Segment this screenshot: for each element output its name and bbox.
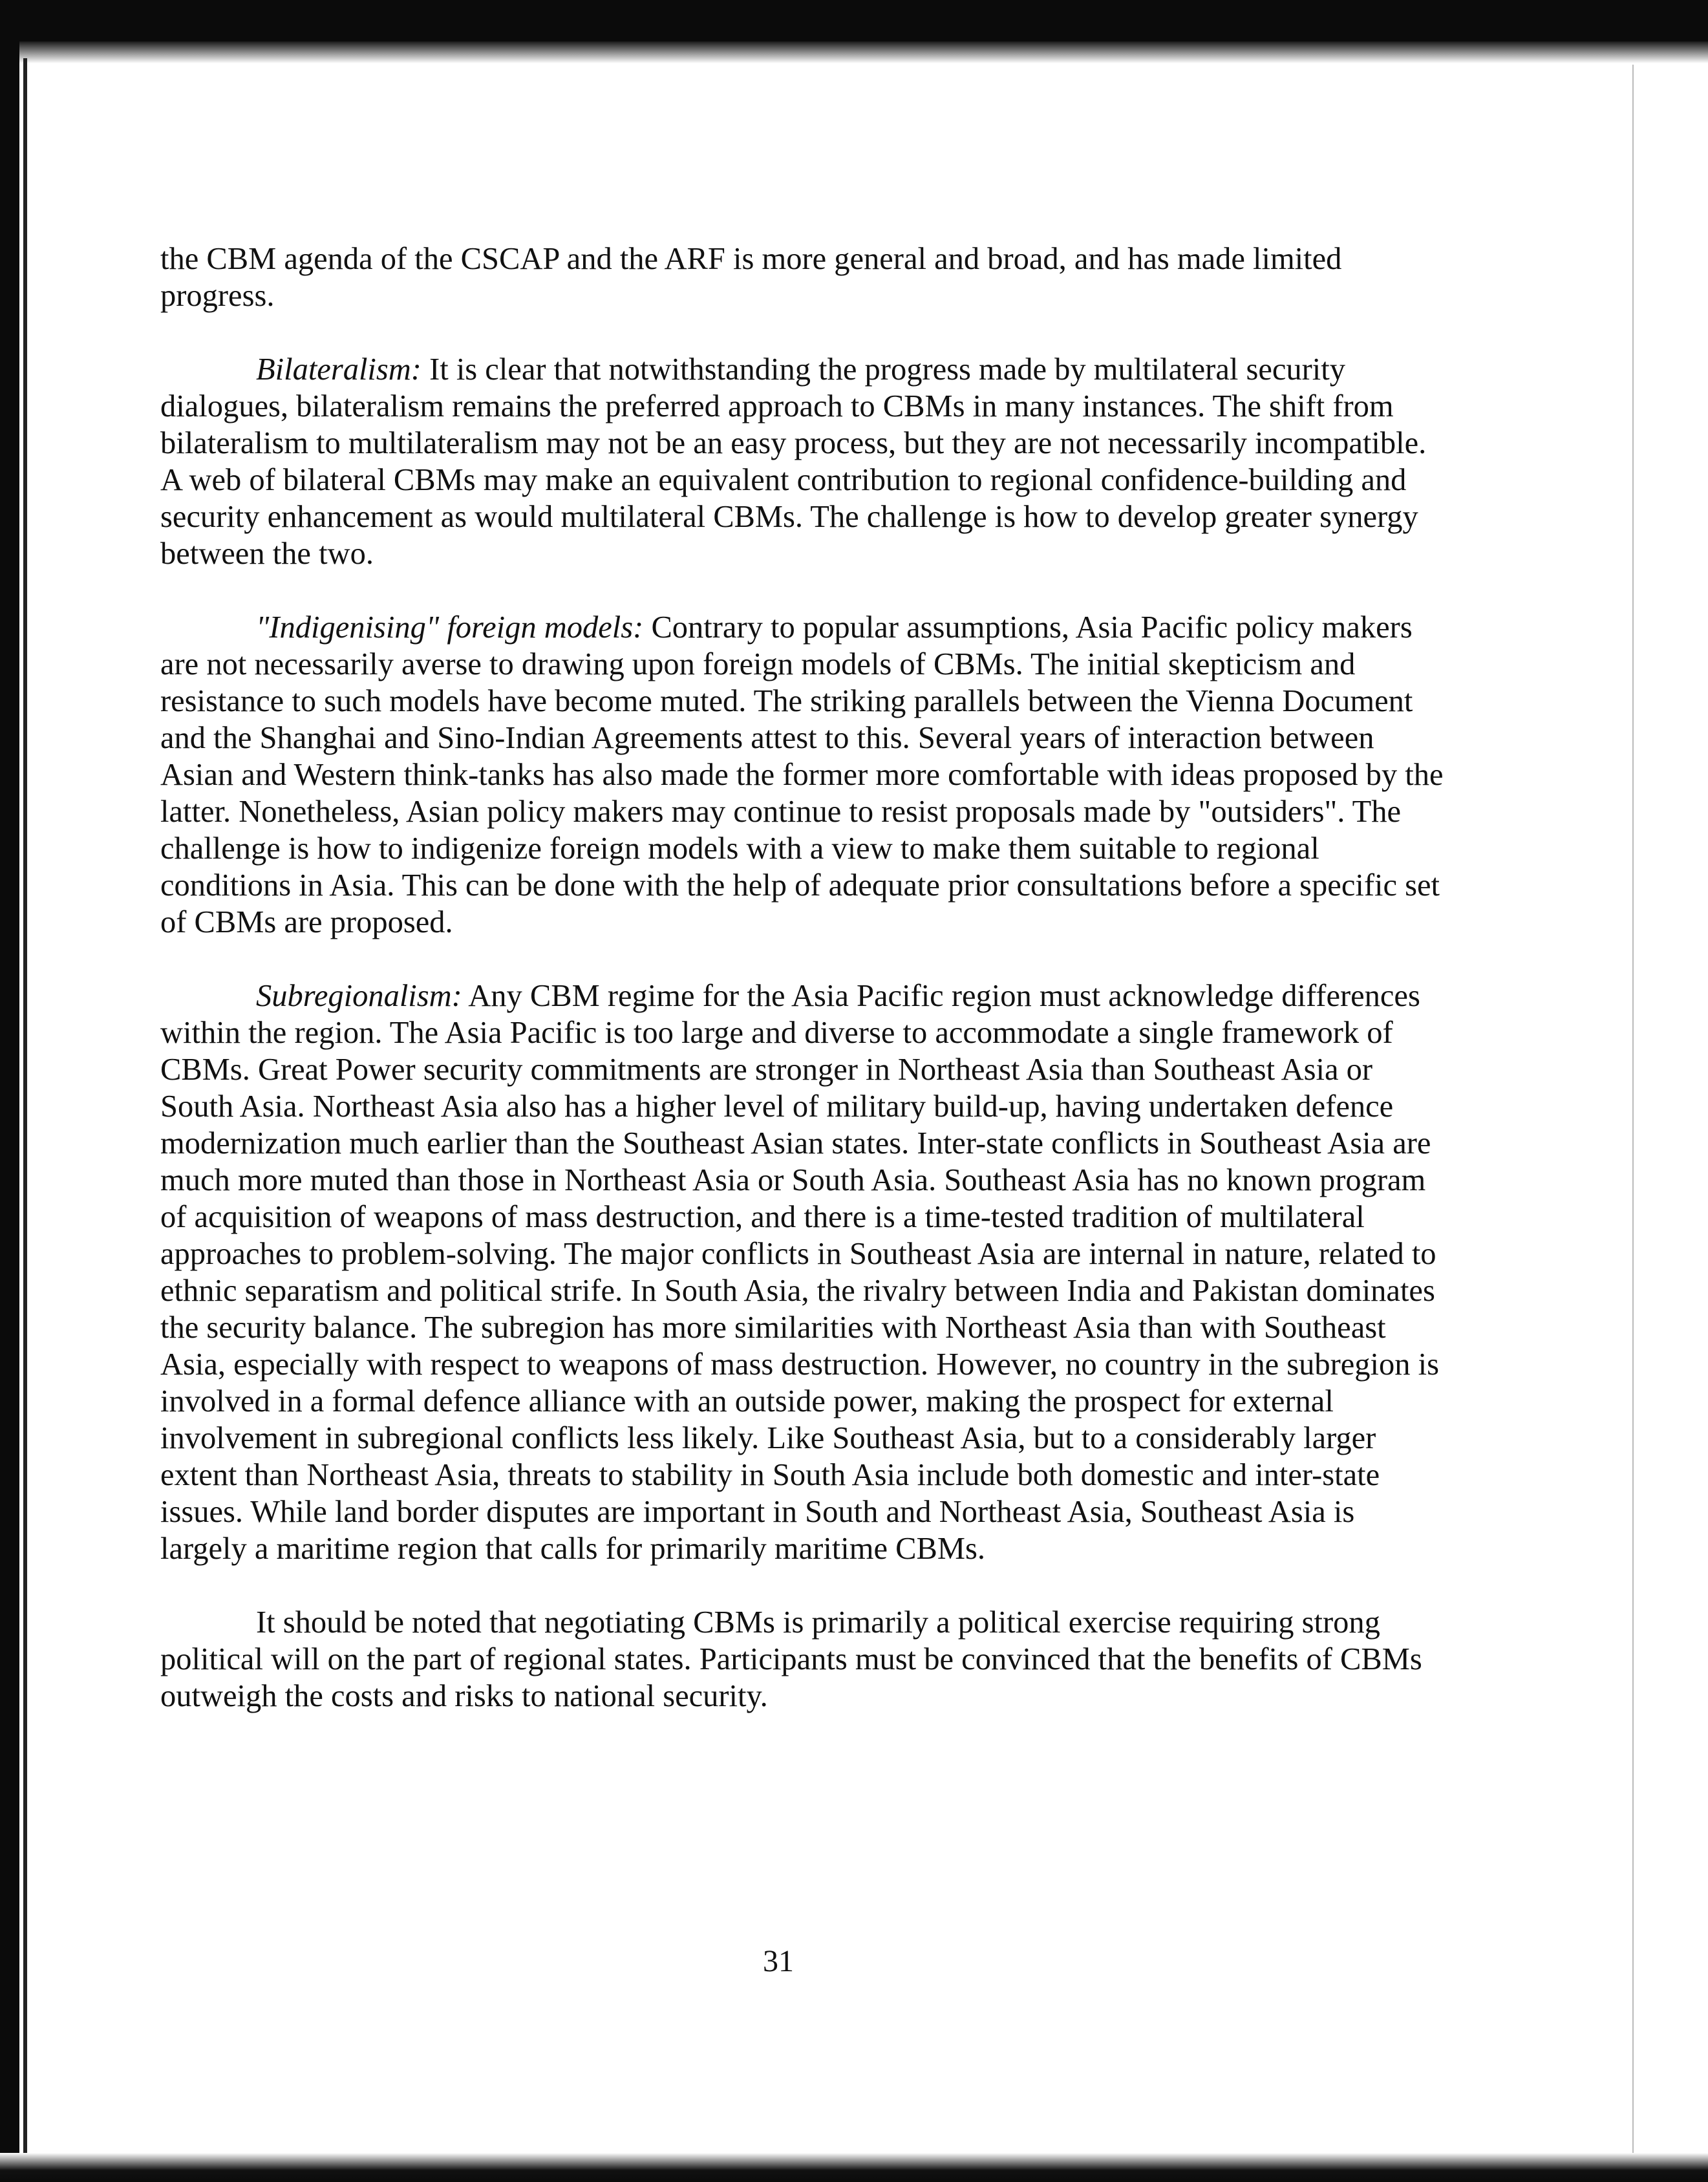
document-page (160, 241, 1447, 1751)
scan-border-top-fade (0, 41, 1708, 63)
paragraph-text: It should be noted that negotiating CBMs is primarily a political exercise requiring strong political will on the part of regional states. Participants must be convinced that the benefits of CBMs outweigh the costs and risks to national security. (160, 1605, 1422, 1713)
paragraph-subregionalism (160, 978, 1447, 1567)
paragraph-text: Any CBM regime for the Asia Pacific region must acknowledge differences within the region. The Asia Pacific is too large and diverse to accommodate a single framework of CBMs. Great Power security commitments are stronger in Northeast Asia than Southeast Asia or South Asia. Northeast Asia also has a higher level of military build-up, having undertaken defence modernization much earlier than the Southeast Asian states. Inter-state conflicts in Southeast Asia are much more muted than those in Northeast Asia or South Asia. Southeast Asia has no known program of acquisition of weapons of mass destruction, and there is a time-tested tradition of multilateral approaches to problem-solving. The major conflicts in Southeast Asia are internal in nature, related to ethnic separatism and political strife. In South Asia, the rivalry between India and Pakistan dominates the security balance. The subregion has more similarities with Northeast Asia than with Southeast Asia, especially with respect to weapons of mass destruction. However, no country in the subregion is involved in a formal defence alliance with an outside power, making the prospect for external involvement in subregional conflicts less likely. Like Southeast Asia, but to a considerably larger extent than Northeast Asia, threats to stability in South Asia include both domestic and inter-state issues. While land border disputes are important in South and Northeast Asia, Southeast Asia is largely a maritime region that calls for primarily maritime CBMs. (160, 979, 1440, 1566)
scan-page-edge-right (1632, 65, 1634, 2153)
page-number: 31 (763, 1944, 794, 1978)
scan-binding-line (23, 58, 27, 2166)
paragraph-continuation (160, 241, 1447, 314)
paragraph-conclusion (160, 1604, 1447, 1715)
scan-border-bottom (0, 2153, 1708, 2182)
paragraph-text: It is clear that notwithstanding the progress made by multilateral security dialogues, bilateralism remains the preferred approach to CBMs in many instances. The shift from bilateralism to multilateralism may not be an easy process, but they are not necessarily incompatible. A web of bilateral CBMs may make an equivalent contribution to regional confidence-building and security enhancement as would multilateral CBMs. The challenge is how to develop greater synergy between the two. (160, 352, 1427, 571)
paragraph-text: the CBM agenda of the CSCAP and the ARF is more general and broad, and has made limited progress. (160, 242, 1342, 313)
paragraph-lead-subregionalism: Subregionalism: (256, 979, 462, 1013)
paragraph-bilateralism (160, 351, 1447, 572)
scan-border-left (0, 0, 19, 2182)
paragraph-indigenising-foreign-models (160, 609, 1447, 941)
paragraph-text: Contrary to popular assumptions, Asia Pacific policy makers are not necessarily averse to drawing upon foreign models of CBMs. The initial skepticism and resistance to such models have become muted. The striking parallels between the Vienna Document and the Shanghai and Sino-Indian Agreements attest to this. Several years of interaction between Asian and Western think-tanks has also made the former more comfortable with ideas proposed by the latter. Nonetheless, Asian policy makers may continue to resist proposals made by "outsiders". The challenge is how to indigenize foreign models with a view to make them suitable to regional conditions in Asia. This can be done with the help of adequate prior consultations before a specific set of CBMs are proposed. (160, 610, 1444, 939)
paragraph-lead-bilateralism: Bilateralism: (256, 352, 422, 387)
scan-border-top (0, 0, 1708, 41)
paragraph-lead-indigenising: "Indigenising" foreign models: (256, 610, 644, 645)
